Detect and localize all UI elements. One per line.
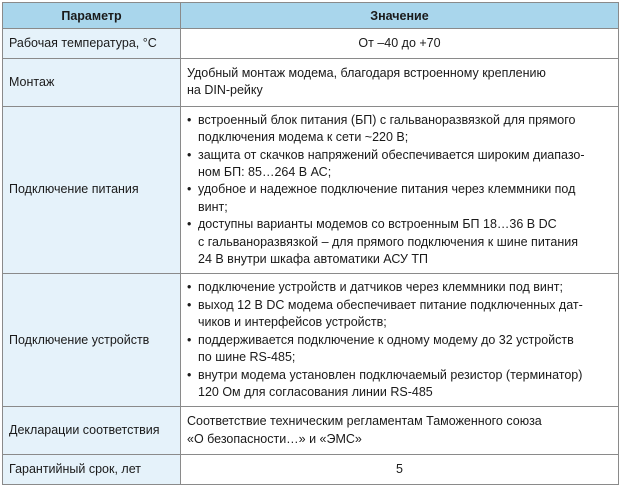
- table-row: [3, 274, 619, 407]
- table-row: [3, 407, 619, 455]
- table-header-row: [3, 3, 619, 29]
- value-cell: 5: [181, 455, 619, 485]
- list-item: [187, 332, 612, 367]
- list-item-line: винт;: [198, 199, 228, 214]
- list-item-line: подключения модема к сети ~220 В;: [198, 130, 409, 145]
- header-param: Параметр: [3, 3, 181, 29]
- list-item-line: • выход 12 В DC модема обеспечивает питание подключенных дат-: [198, 297, 583, 312]
- param-cell: Гарантийный срок, лет: [3, 455, 181, 485]
- list-item-line: • удобное и надежное подключение питания через клеммники под: [198, 182, 576, 197]
- value-cell: [181, 407, 619, 455]
- table-row: [3, 455, 619, 485]
- table-row: [3, 29, 619, 59]
- list-item: [187, 297, 612, 332]
- list-item-line: с гальваноразвязкой – для прямого подключения к шине питания: [198, 234, 578, 249]
- list-item-line: • внутри модема установлен подключаемый резистор (терминатор): [198, 367, 583, 382]
- list-item: [187, 181, 612, 216]
- value-cell: От –40 до +70: [181, 29, 619, 59]
- value-cell: [181, 59, 619, 107]
- list-item-line: • встроенный блок питания (БП) с гальваноразвязкой для прямого: [198, 112, 576, 127]
- list-item-line: • защита от скачков напряжений обеспечивается широким диапазо-: [198, 147, 585, 162]
- value-line: «О безопасности…» и «ЭМС»: [187, 431, 362, 446]
- list-item: [187, 216, 612, 268]
- value-line: Удобный монтаж модема, благодаря встроенному креплению: [187, 66, 546, 80]
- param-cell: Рабочая температура, °С: [3, 29, 181, 59]
- list-item-line: • доступны варианты модемов со встроенным БП 18…36 В DC: [198, 217, 557, 232]
- list-item: [187, 279, 612, 296]
- table-row: [3, 59, 619, 107]
- list-item-line: • подключение устройств и датчиков через клеммники под винт;: [198, 280, 563, 295]
- list-item-line: чиков и интерфейсов устройств;: [198, 315, 387, 330]
- list-item: [187, 367, 612, 402]
- value-line: Соответствие техническим регламентам Таможенного союза: [187, 414, 542, 429]
- bullet-list: [187, 279, 612, 401]
- spec-table: [2, 2, 619, 485]
- list-item: [187, 147, 612, 182]
- list-item-line: 120 Ом для согласования линии RS-485: [198, 384, 433, 399]
- list-item-line: ном БП: 85…264 В АС;: [198, 165, 332, 180]
- bullet-list: [187, 112, 612, 269]
- param-cell: Подключение питания: [3, 106, 181, 274]
- param-cell: Монтаж: [3, 59, 181, 107]
- list-item: [187, 112, 612, 147]
- list-item-line: 24 В внутри шкафа автоматики АСУ ТП: [198, 252, 429, 267]
- value-cell: [181, 274, 619, 407]
- param-cell: Подключение устройств: [3, 274, 181, 407]
- list-item-line: по шине RS-485;: [198, 350, 296, 365]
- value-line: на DIN-рейку: [187, 83, 263, 98]
- header-value: Значение: [181, 3, 619, 29]
- list-item-line: • поддерживается подключение к одному модему до 32 устройств: [198, 332, 574, 347]
- param-cell: Декларации соответствия: [3, 407, 181, 455]
- value-cell: [181, 106, 619, 274]
- table-row: [3, 106, 619, 274]
